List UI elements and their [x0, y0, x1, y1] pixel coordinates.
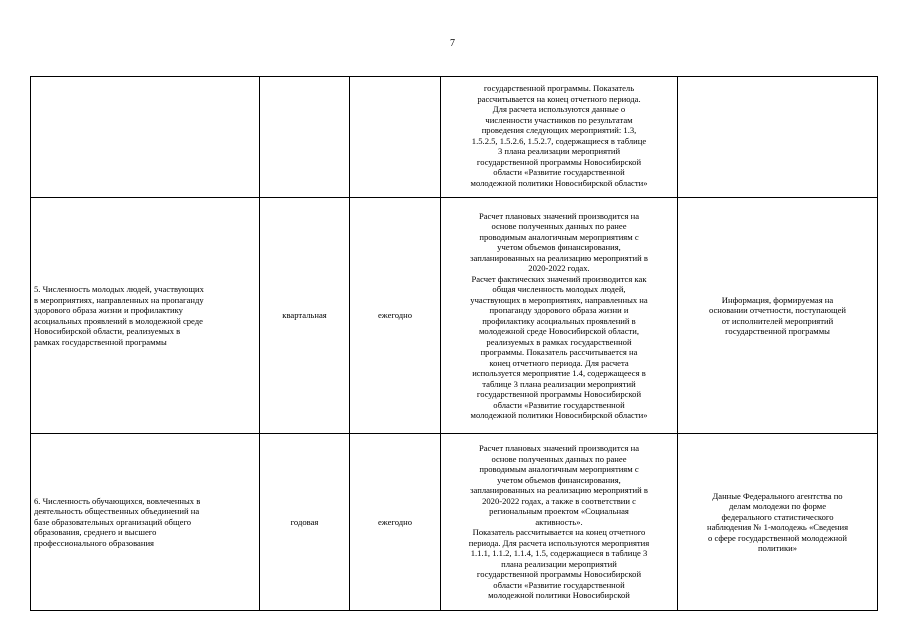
source-cell: [678, 77, 878, 198]
indicator-cell: 6. Численность обучающихся, вовлеченных в деятельность общественных объединений на базе образовательных организаций общего образования, среднего и высшего профессионального образования: [31, 434, 260, 611]
periodicity-cell: годовая: [260, 434, 350, 611]
periodicity-cell: [260, 77, 350, 198]
method-cell: Расчет плановых значений производится на основе полученных данных по ранее проводимым аналогичным мероприятиям с учетом объемов финансирования, запланированных на реализацию мероприятий в 2020-2022 годах. Расчет фактических значений производится как общая численность молодых людей, участвующих в мероприятиях, направленных на пропаганду здорового образа жизни и профилактику асоциальных проявлений в молодежной среде Новосибирской области, реализуемых в рамках государственной программы. Показатель рассчитывается на конец отчетного периода. Для расчета используется мероприятие 1.4, содержащееся в таблице 3 плана реализации мероприятий государственной программы Новосибирской области «Развитие государственной молодежной политики Новосибирской области»: [441, 198, 678, 434]
table-row: [31, 434, 878, 611]
deadline-cell: ежегодно: [350, 434, 441, 611]
source-cell: Данные Федерального агентства по делам молодежи по форме федерального статистического наблюдения № 1-молодежь «Сведения о сфере государственной молодежной политики»: [678, 434, 878, 611]
table-row: [31, 77, 878, 198]
periodicity-cell: квартальная: [260, 198, 350, 434]
indicators-table: [30, 76, 878, 611]
deadline-cell: ежегодно: [350, 198, 441, 434]
method-cell: Расчет плановых значений производится на основе полученных данных по ранее проводимым аналогичным мероприятиям с учетом объемов финансирования, запланированных на реализацию мероприятий в 2020-2022 годах, а также в соответствии с региональным проектом «Социальная активность». Показатель рассчитывается на конец отчетного периода. Для расчета используются мероприятия 1.1.1, 1.1.2, 1.1.4, 1.5, содержащиеся в таблице 3 плана реализации мероприятий государственной программы Новосибирской области «Развитие государственной молодежной политики Новосибирской: [441, 434, 678, 611]
method-cell: государственной программы. Показатель рассчитывается на конец отчетного периода. Для расчета используются данные о численности участников по результатам проведения следующих мероприятий: 1.3, 1.5.2.5, 1.5.2.6, 1.5.2.7, содержащиеся в таблице 3 плана реализации мероприятий государственной программы Новосибирской области «Развитие государственной молодежной политики Новосибирской области»: [441, 77, 678, 198]
indicator-cell: 5. Численность молодых людей, участвующих в мероприятиях, направленных на пропаганду здорового образа жизни и профилактику асоциальных проявлений в молодежной среде Новосибирской области, реализуемых в рамках государственной программы: [31, 198, 260, 434]
table-row: [31, 198, 878, 434]
deadline-cell: [350, 77, 441, 198]
page-number: 7: [450, 38, 455, 49]
source-cell: Информация, формируемая на основании отчетности, поступающей от исполнителей мероприятий государственной программы: [678, 198, 878, 434]
indicator-cell: [31, 77, 260, 198]
